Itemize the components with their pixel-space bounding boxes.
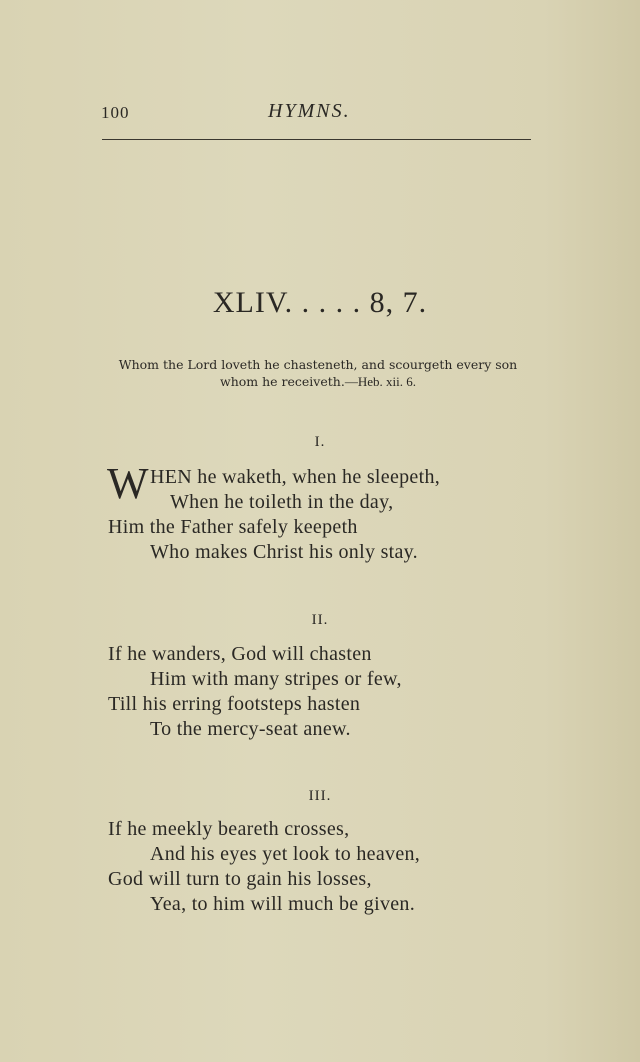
stanza-number-2: II. [311, 612, 329, 628]
epigraph-reference: —Heb. xii. 6. [344, 374, 416, 389]
epigraph-line-2 [104, 373, 532, 390]
stanza-number-1: I. [314, 434, 326, 450]
stanza-2-line-3: Till his erring footsteps hasten [108, 693, 361, 715]
stanza-3-line-4: Yea, to him will much be given. [150, 893, 416, 915]
epigraph-line-2-text: whom he receiveth. [220, 374, 345, 389]
drop-cap: W [107, 459, 149, 508]
header-rule [102, 139, 531, 140]
stanza-2-line-4: To the mercy-seat anew. [150, 718, 351, 740]
epigraph [104, 356, 532, 390]
stanza-1-line-2: When he toileth in the day, [170, 491, 394, 513]
stanza-2-line-1: If he wanders, God will chasten [108, 643, 372, 665]
stanza-3-line-2: And his eyes yet look to heaven, [150, 843, 421, 865]
stanza-number-3: III. [308, 788, 332, 804]
stanza-2-line-2: Him with many stripes or few, [150, 668, 402, 690]
stanza-1-line-3: Him the Father safely keepeth [108, 516, 358, 538]
running-head: HYMNS. [268, 100, 351, 122]
epigraph-line-1: Whom the Lord loveth he chasteneth, and scourgeth every son [118, 357, 518, 372]
page-number: 100 [101, 103, 130, 122]
stanza-3-line-1: If he meekly beareth crosses, [108, 818, 350, 840]
stanza-3-line-3: God will turn to gain his losses, [108, 868, 372, 890]
hymn-number: XLIV. . . . . 8, 7. [212, 286, 428, 319]
stanza-1-line-1: HEN he waketh, when he sleepeth, [150, 466, 441, 488]
stanza-1-line-4: Who makes Christ his only stay. [150, 541, 418, 563]
